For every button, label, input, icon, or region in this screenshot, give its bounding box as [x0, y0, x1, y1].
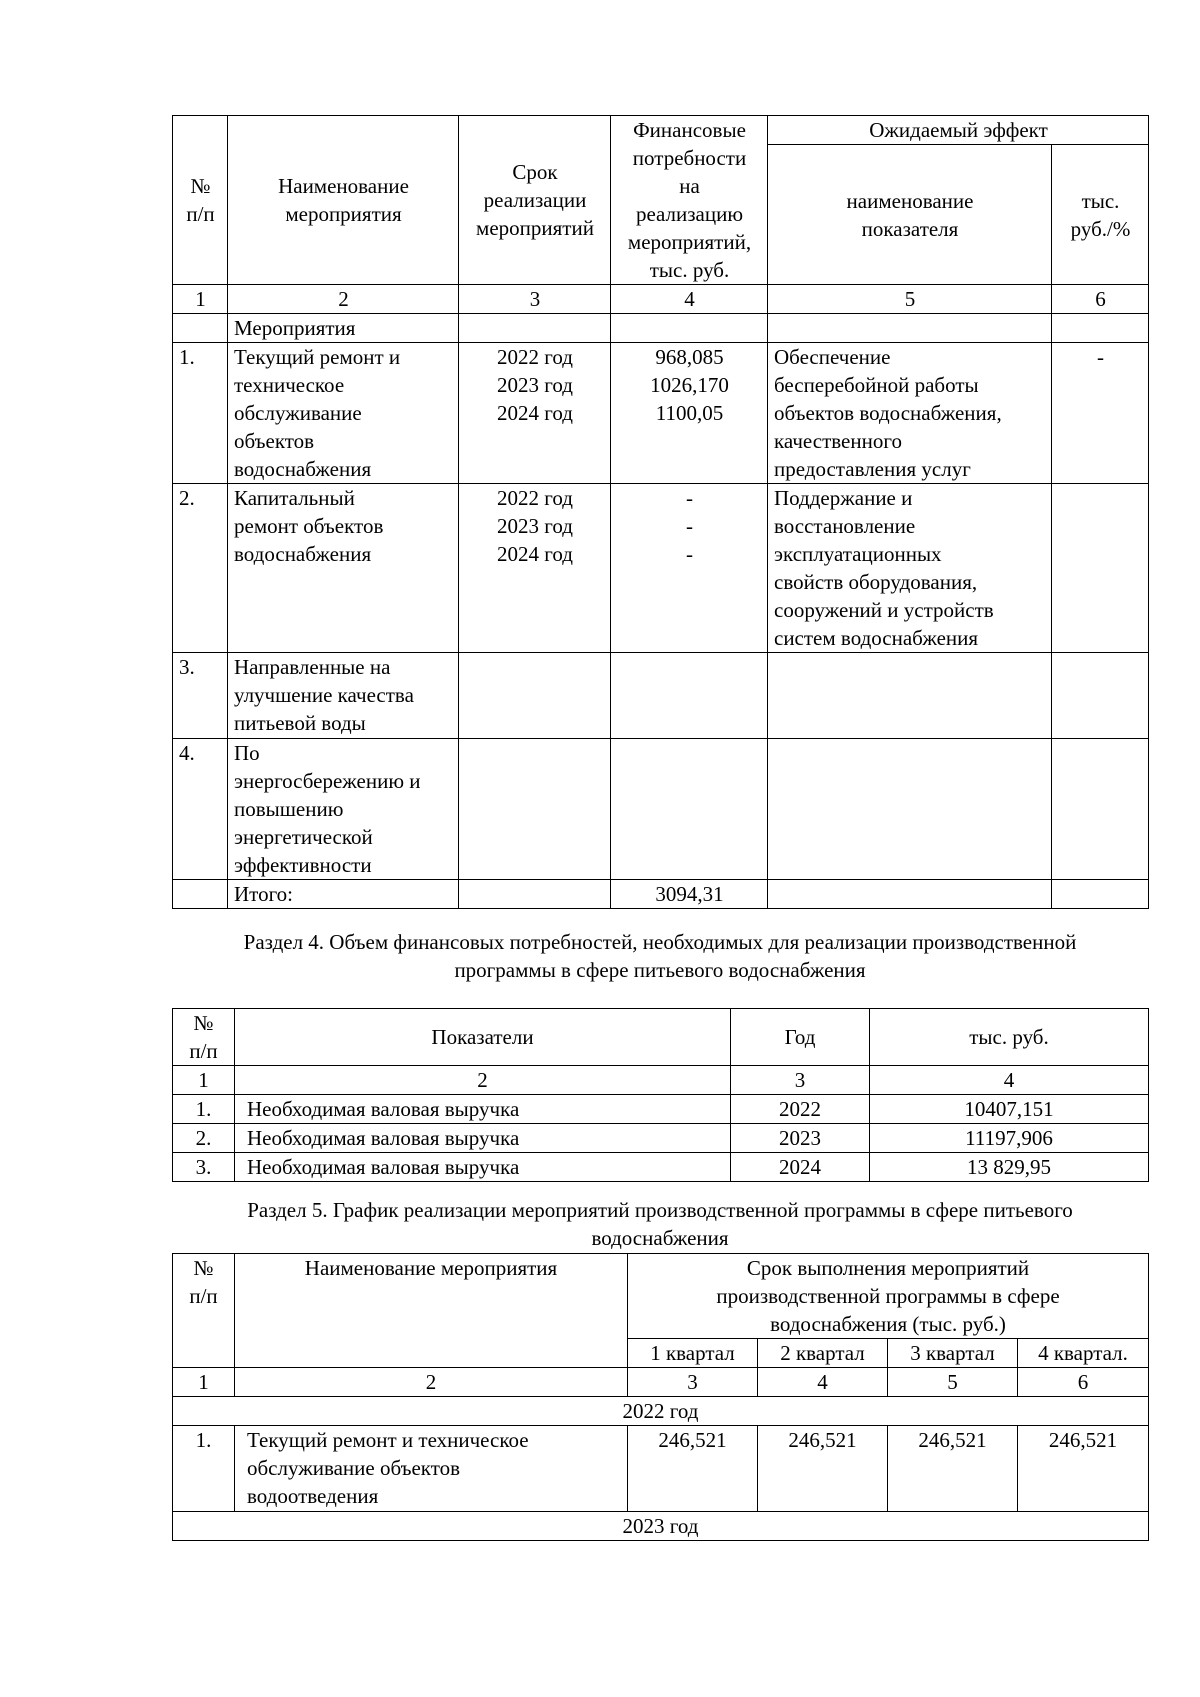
row-year: 2024: [731, 1153, 870, 1182]
row-indicator: Необходимая валовая выручка: [235, 1095, 731, 1124]
col-number: 3: [731, 1066, 870, 1095]
section-row: [173, 314, 1149, 343]
year-row: [173, 1397, 1149, 1426]
row-term: 2022 год 2023 год 2024 год: [459, 343, 611, 484]
measures-table: [172, 115, 1149, 909]
header-effect: Ожидаемый эффект: [768, 116, 1149, 145]
col-number: 5: [888, 1368, 1018, 1397]
total-value: 3094,31: [611, 880, 768, 909]
column-numbers-row: [173, 1066, 1149, 1095]
row-num: 2.: [173, 484, 228, 653]
table-row: [173, 1095, 1149, 1124]
header-indicator: Показатели: [235, 1009, 731, 1066]
header-name: Наименование мероприятия: [235, 1254, 628, 1368]
table-row: [173, 484, 1149, 653]
table-row: [173, 1426, 1149, 1512]
year-row: [173, 1512, 1149, 1541]
col-number: 1: [173, 1066, 235, 1095]
row-finance: [611, 653, 768, 739]
header-year: Год: [731, 1009, 870, 1066]
row-unit: [1052, 484, 1149, 653]
header-num: № п/п: [173, 1009, 235, 1066]
col-number: 2: [235, 1066, 731, 1095]
row-term: [459, 739, 611, 880]
col-number: 1: [173, 285, 228, 314]
col-number: 6: [1052, 285, 1149, 314]
total-row: [173, 880, 1149, 909]
row-name: Направленные на улучшение качества питьевой воды: [228, 653, 459, 739]
row-q4: 246,521: [1018, 1426, 1149, 1512]
row-indicator: Необходимая валовая выручка: [235, 1124, 731, 1153]
row-value: 10407,151: [870, 1095, 1149, 1124]
row-unit: -: [1052, 343, 1149, 484]
row-unit: [1052, 739, 1149, 880]
row-name: Капитальный ремонт объектов водоснабжения: [228, 484, 459, 653]
row-num: 1.: [173, 343, 228, 484]
header-name: Наименование мероприятия: [228, 116, 459, 285]
financial-needs-table: [172, 1008, 1149, 1182]
schedule-table: [172, 1253, 1149, 1541]
row-num: 3.: [173, 653, 228, 739]
row-finance: - - -: [611, 484, 768, 653]
row-num: 1.: [173, 1426, 235, 1512]
year-2023-label: 2023 год: [173, 1512, 1149, 1541]
col-number: 1: [173, 1368, 235, 1397]
col-number: 3: [628, 1368, 758, 1397]
row-num: 2.: [173, 1124, 235, 1153]
row-term: 2022 год 2023 год 2024 год: [459, 484, 611, 653]
row-unit: [1052, 653, 1149, 739]
col-number: 2: [235, 1368, 628, 1397]
row-value: 13 829,95: [870, 1153, 1149, 1182]
row-num: 3.: [173, 1153, 235, 1182]
header-value: тыс. руб.: [870, 1009, 1149, 1066]
header-q2: 2 квартал: [758, 1339, 888, 1368]
header-term: Срок реализации мероприятий: [459, 116, 611, 285]
table-row: [173, 1153, 1149, 1182]
section4-caption: Раздел 4. Объем финансовых потребностей, необходимых для реализации производственной программы в сфере питьевого водоснабжения: [243, 930, 1077, 982]
header-term: Срок выполнения мероприятий производственной программы в сфере водоснабжения (тыс. руб.): [628, 1254, 1149, 1339]
table-row: [173, 1124, 1149, 1153]
row-indicator: [768, 739, 1052, 880]
col-number: 5: [768, 285, 1052, 314]
header-unit: тыс. руб./%: [1052, 145, 1149, 285]
col-number: 3: [459, 285, 611, 314]
row-name: По энергосбережению и повышению энергетической эффективности: [228, 739, 459, 880]
row-indicator: [768, 653, 1052, 739]
header-indicator: наименование показателя: [768, 145, 1052, 285]
header-num: № п/п: [173, 1254, 235, 1368]
row-value: 11197,906: [870, 1124, 1149, 1153]
row-q3: 246,521: [888, 1426, 1018, 1512]
section5-caption: Раздел 5. График реализации мероприятий производственной программы в сфере питьевого водоснабжения: [247, 1198, 1073, 1250]
row-year: 2023: [731, 1124, 870, 1153]
row-finance: 968,085 1026,170 1100,05: [611, 343, 768, 484]
row-q2: 246,521: [758, 1426, 888, 1512]
col-number: 4: [870, 1066, 1149, 1095]
row-year: 2022: [731, 1095, 870, 1124]
row-name: Текущий ремонт и техническое обслуживание объектов водоотведения: [235, 1426, 628, 1512]
header-num: № п/п: [173, 116, 228, 285]
year-2022-label: 2022 год: [173, 1397, 1149, 1426]
header-q4: 4 квартал.: [1018, 1339, 1149, 1368]
row-finance: [611, 739, 768, 880]
row-indicator: Поддержание и восстановление эксплуатационных свойств оборудования, сооружений и устройств систем водоснабжения: [768, 484, 1052, 653]
row-term: [459, 653, 611, 739]
row-name: Текущий ремонт и техническое обслуживание объектов водоснабжения: [228, 343, 459, 484]
table-row: [173, 343, 1149, 484]
row-indicator: Обеспечение бесперебойной работы объектов водоснабжения, качественного предоставления услуг: [768, 343, 1052, 484]
row-q1: 246,521: [628, 1426, 758, 1512]
header-finance: Финансовые потребности на реализацию мероприятий, тыс. руб.: [611, 116, 768, 285]
col-number: 6: [1018, 1368, 1149, 1397]
col-number: 2: [228, 285, 459, 314]
total-label: Итого:: [228, 880, 459, 909]
table-row: [173, 653, 1149, 739]
col-number: 4: [611, 285, 768, 314]
table-row: [173, 739, 1149, 880]
header-q1: 1 квартал: [628, 1339, 758, 1368]
header-q3: 3 квартал: [888, 1339, 1018, 1368]
row-indicator: Необходимая валовая выручка: [235, 1153, 731, 1182]
row-num: 1.: [173, 1095, 235, 1124]
col-number: 4: [758, 1368, 888, 1397]
column-numbers-row: [173, 1368, 1149, 1397]
row-num: 4.: [173, 739, 228, 880]
section-label: Мероприятия: [228, 314, 459, 343]
column-numbers-row: [173, 285, 1149, 314]
